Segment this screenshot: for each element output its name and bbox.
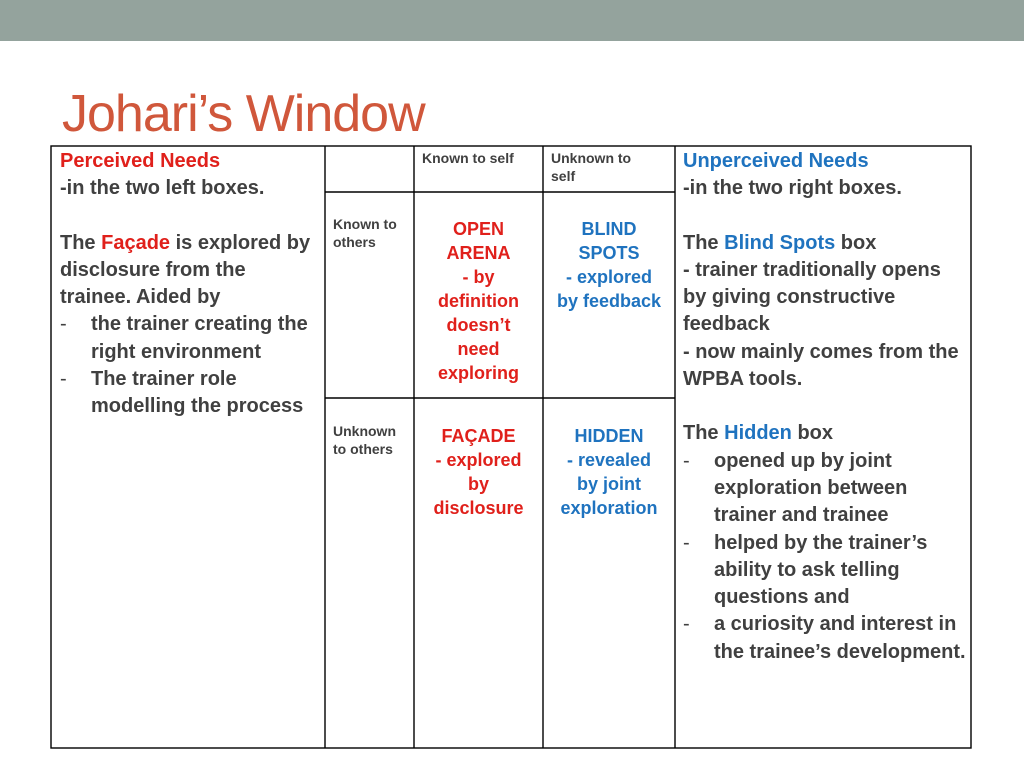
unperceived-needs-heading: Unperceived Needs [683,150,869,172]
perceived-needs-subheading: -in the two left boxes. [60,177,265,200]
header-known-to-self: Known to self [422,150,514,166]
left-column [60,148,322,421]
facade-paragraph: The Façade is explored by disclosure from the trainee. Aided by [60,231,311,309]
header-unknown-to-self: Unknown to self [551,150,632,184]
blind-spots-line: - trainer traditionally opens by giving constructive feedback [683,258,941,336]
slide-title: Johari’s Window [62,85,425,143]
list-item: - helped by the trainer’s ability to ask telling questions and [683,531,928,609]
blind-spots-highlight: Blind Spots [724,231,836,254]
quadrant-open-arena: OPEN ARENA - by definition doesn’t need exploring [437,219,519,383]
perceived-needs-heading: Perceived Needs [60,150,221,172]
blind-spots-line: - now mainly comes from the WPBA tools. [683,340,959,391]
hidden-highlight: Hidden [724,422,792,445]
header-unknown-to-others: Unknown to others [333,423,396,457]
quadrant-hidden: HIDDEN - revealed by joint exploration [560,426,658,518]
header-known-to-others: Known to others [333,216,397,250]
right-bullet-list [683,448,967,666]
unperceived-needs-subheading: -in the two right boxes. [683,177,902,200]
right-column [683,148,967,666]
facade-highlight: Façade [101,231,171,254]
list-item: - the trainer creating the right environment [60,313,308,363]
quadrant-blind-spots: BLIND SPOTS - explored by feedback [556,219,662,311]
hidden-paragraph: The Hidden box [683,422,834,445]
list-item: - The trainer role modelling the process [60,368,304,418]
blind-spots-paragraph: The Blind Spots box [683,231,877,254]
list-item: - opened up by joint exploration between trainer and trainee [683,449,908,527]
left-bullet-list [60,311,322,420]
list-item: - a curiosity and interest in the trainee’s development. [683,613,966,663]
quadrant-facade: FAÇADE - explored by disclosure [433,426,524,518]
